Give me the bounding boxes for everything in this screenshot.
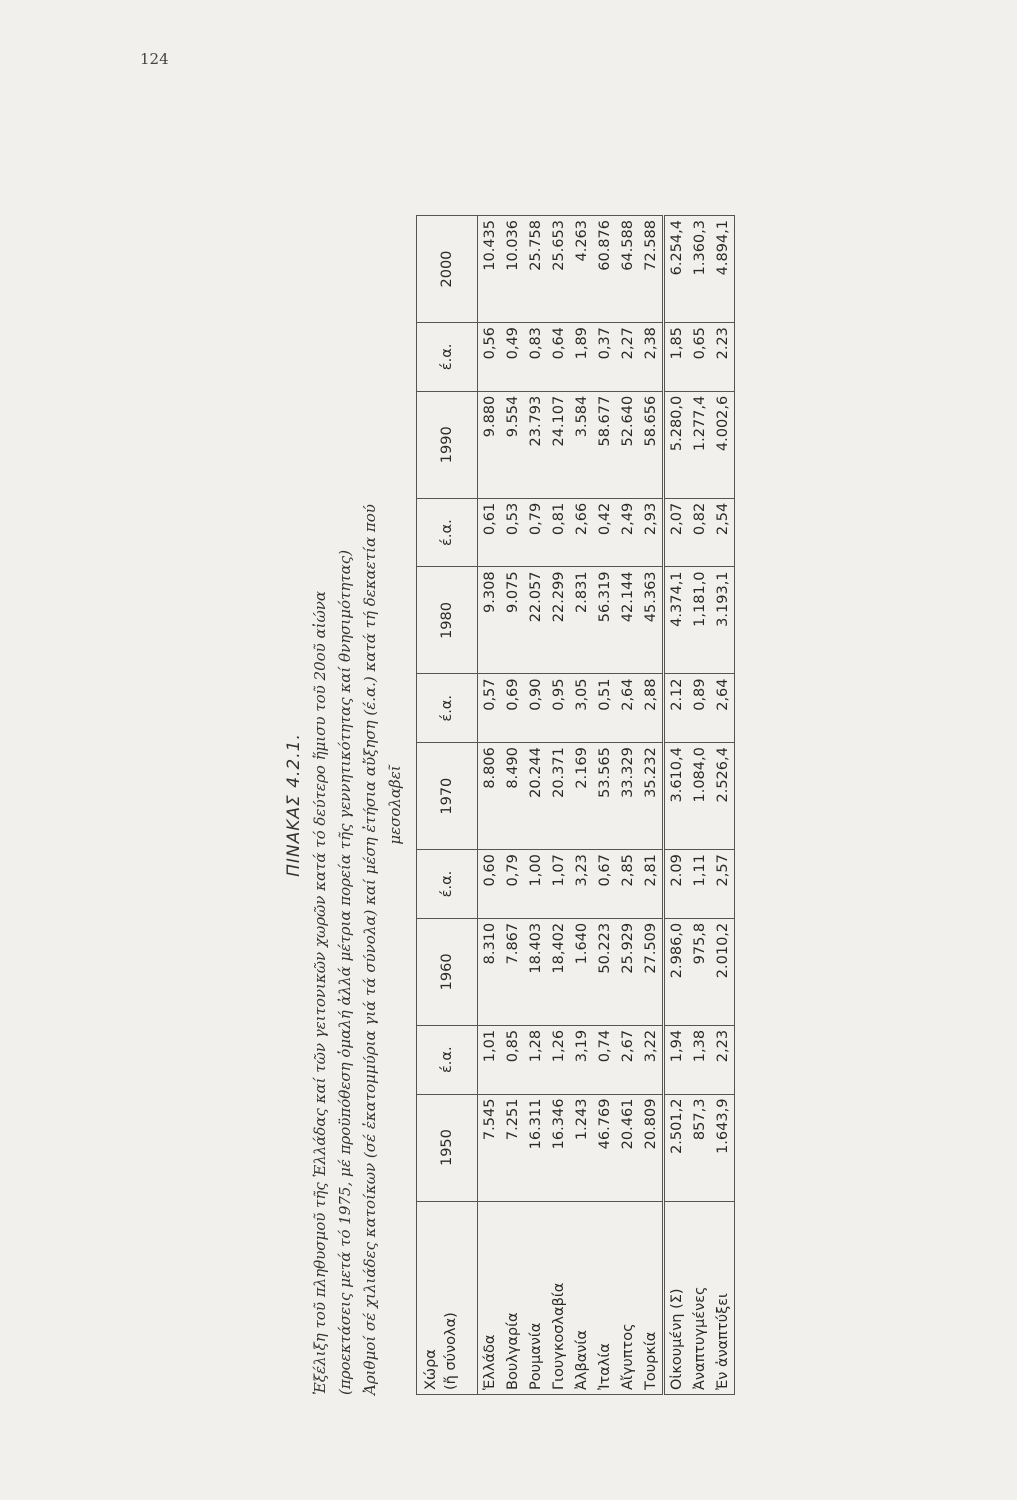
table-cell: 7.867 (501, 918, 524, 1025)
table-cell: 2,66 (570, 498, 593, 567)
table-cell: 33.329 (616, 743, 639, 850)
table-cell: 975,8 (688, 918, 711, 1025)
table-row (688, 216, 711, 1395)
col-header: έ.α. (417, 674, 478, 743)
table-cell: 1,85 (664, 323, 689, 392)
table-cell: 0,49 (501, 323, 524, 392)
table-cell: 0,64 (547, 323, 570, 392)
table-cell: 2.010,2 (711, 918, 735, 1025)
table-row (547, 216, 570, 1395)
table-cell: 18,402 (547, 918, 570, 1025)
table-cell: 2,64 (616, 674, 639, 743)
table-cell: 1,26 (547, 1025, 570, 1094)
table-cell: 2,27 (616, 323, 639, 392)
table-cell: 10.036 (501, 216, 524, 323)
table-cell: 0,56 (478, 323, 502, 392)
table-cell: 2,85 (616, 850, 639, 919)
table-row (593, 216, 616, 1395)
table-cell: 2,49 (616, 498, 639, 567)
table-cell: 3.610,4 (664, 743, 689, 850)
table-cell: 3,23 (570, 850, 593, 919)
table-cell: 9.554 (501, 391, 524, 498)
row-label: Γιουγκοσλαβία (547, 1201, 570, 1394)
table-cell: 0,85 (501, 1025, 524, 1094)
table-cell: 46.769 (593, 1094, 616, 1201)
table-cell: 2,64 (711, 674, 735, 743)
table-cell: 1,94 (664, 1025, 689, 1094)
table-cell: 2.831 (570, 567, 593, 674)
table-cell: 0,79 (524, 498, 547, 567)
row-label: Ἐν ἀναπτύξει (711, 1201, 735, 1394)
table-cell: 0,61 (478, 498, 502, 567)
table-cell: 2,57 (711, 850, 735, 919)
table-cell: 3,05 (570, 674, 593, 743)
table-cell: 0,60 (478, 850, 502, 919)
col-header: 1970 (417, 743, 478, 850)
table-cell: 5.280,0 (664, 391, 689, 498)
table-cell: 22.299 (547, 567, 570, 674)
page-number: 124 (140, 50, 169, 68)
table-cell: 0,67 (593, 850, 616, 919)
table-row (570, 216, 593, 1395)
table-cell: 16.311 (524, 1094, 547, 1201)
table-cell: 3,22 (639, 1025, 664, 1094)
col-header: έ.α. (417, 498, 478, 567)
table-row (524, 216, 547, 1395)
table-cell: 2,54 (711, 498, 735, 567)
table-cell: 1,38 (688, 1025, 711, 1094)
table-row (616, 216, 639, 1395)
col-header: 2000 (417, 216, 478, 323)
table-cell: 8.490 (501, 743, 524, 850)
table-cell: 857,3 (688, 1094, 711, 1201)
table-cell: 2,93 (639, 498, 664, 567)
table-cell: 1,11 (688, 850, 711, 919)
table-cell: 0,95 (547, 674, 570, 743)
table-cell: 24.107 (547, 391, 570, 498)
table-cell: 1.360,3 (688, 216, 711, 323)
table-cell: 16.346 (547, 1094, 570, 1201)
table-cell: 72.588 (639, 216, 664, 323)
table-cell: 2.986,0 (664, 918, 689, 1025)
table-cell: 3.584 (570, 391, 593, 498)
table-cell: 7.251 (501, 1094, 524, 1201)
table-cell: 4.002,6 (711, 391, 735, 498)
table-cell: 18.403 (524, 918, 547, 1025)
col-header: έ.α. (417, 850, 478, 919)
table-cell: 0,83 (524, 323, 547, 392)
population-table (416, 215, 735, 1395)
table-cell: 1,07 (547, 850, 570, 919)
caption-line-2: (προεκτάσεις μετά τό 1975, μέ προϋπόθεση ὁμαλή ἀλλά μέτρια πορεία τῆς γεννητικότητας καί θνησιμότητας) (336, 549, 354, 1395)
table-cell: 4.894,1 (711, 216, 735, 323)
table-cell: 45.363 (639, 567, 664, 674)
col-header: 1980 (417, 567, 478, 674)
table-cell: 0,89 (688, 674, 711, 743)
table-caption (284, 215, 408, 1395)
table-cell: 2.09 (664, 850, 689, 919)
table-cell: 1.277,4 (688, 391, 711, 498)
table-cell: 22.057 (524, 567, 547, 674)
table-cell: 1.640 (570, 918, 593, 1025)
table-cell: 3,19 (570, 1025, 593, 1094)
table-cell: 56.319 (593, 567, 616, 674)
table-cell: 0,37 (593, 323, 616, 392)
country-header-line2: (ἤ σύνολα) (443, 1312, 459, 1390)
table-cell: 20.461 (616, 1094, 639, 1201)
col-header: 1950 (417, 1094, 478, 1201)
table-cell: 27.509 (639, 918, 664, 1025)
row-label: Τουρκία (639, 1201, 664, 1394)
country-header-line1: Χώρα (423, 1349, 439, 1390)
table-cell: 20.809 (639, 1094, 664, 1201)
table-title: ΠΙΝΑΚΑΣ 4.2.1. (284, 733, 304, 877)
table-cell: 1,01 (478, 1025, 502, 1094)
table-cell: 0,65 (688, 323, 711, 392)
table-cell: 50.223 (593, 918, 616, 1025)
table-row (639, 216, 664, 1395)
table-cell: 6.254,4 (664, 216, 689, 323)
table-row (711, 216, 735, 1395)
table-body (478, 216, 735, 1395)
row-label: Ἀναπτυγμένες (688, 1201, 711, 1394)
table-cell: 0,42 (593, 498, 616, 567)
table-cell: 25.929 (616, 918, 639, 1025)
table-cell: 25.653 (547, 216, 570, 323)
col-header: 1990 (417, 391, 478, 498)
table-cell: 20.371 (547, 743, 570, 850)
table-cell: 0,81 (547, 498, 570, 567)
row-label: Βουλγαρία (501, 1201, 524, 1394)
table-cell: 2.501,2 (664, 1094, 689, 1201)
table-cell: 52.640 (616, 391, 639, 498)
table-cell: 2,23 (711, 1025, 735, 1094)
table-cell: 0,51 (593, 674, 616, 743)
table-cell: 2.12 (664, 674, 689, 743)
table-cell: 8.806 (478, 743, 502, 850)
table-cell: 9.075 (501, 567, 524, 674)
table-cell: 0,79 (501, 850, 524, 919)
col-header: έ.α. (417, 1025, 478, 1094)
table-cell: 4.263 (570, 216, 593, 323)
table-cell: 2,81 (639, 850, 664, 919)
table-cell: 10.435 (478, 216, 502, 323)
table-cell: 23.793 (524, 391, 547, 498)
row-label: Ἑλλάδα (478, 1201, 502, 1394)
table-cell: 0,69 (501, 674, 524, 743)
table-cell: 0,90 (524, 674, 547, 743)
table-cell: 2,67 (616, 1025, 639, 1094)
table-cell: 2,88 (639, 674, 664, 743)
table-cell: 64.588 (616, 216, 639, 323)
table-cell: 1,00 (524, 850, 547, 919)
table-cell: 2.169 (570, 743, 593, 850)
table-cell: 1.643,9 (711, 1094, 735, 1201)
caption-line-3: Ἀριθμοί σέ χιλιάδες κατοίκων (σέ ἑκατομμύρια γιά τά σύνολα) καί μέση ἐτήσια αὔξηση (έ.α.) κατά τή δεκαετία πού (361, 504, 379, 1395)
table-cell: 2,07 (664, 498, 689, 567)
table-cell: 20.244 (524, 743, 547, 850)
table-cell: 1,28 (524, 1025, 547, 1094)
col-header: 1960 (417, 918, 478, 1025)
table-cell: 25.758 (524, 216, 547, 323)
table-cell: 0,74 (593, 1025, 616, 1094)
caption-line-1: Ἐξέλιξη τοῦ πληθυσμοῦ τῆς Ἑλλάδας καί τῶν γειτονικῶν χωρῶν κατά τό δεύτερο ἥμισυ τοῦ 20οῦ αἰώνα (311, 590, 329, 1395)
table-cell: 60.876 (593, 216, 616, 323)
table-cell: 1.084,0 (688, 743, 711, 850)
table-cell: 58.656 (639, 391, 664, 498)
row-label: Ἰταλία (593, 1201, 616, 1394)
table-cell: 0,57 (478, 674, 502, 743)
table-cell: 7.545 (478, 1094, 502, 1201)
table-cell: 3.193,1 (711, 567, 735, 674)
row-label: Ρουμανία (524, 1201, 547, 1394)
table-cell: 2.526,4 (711, 743, 735, 850)
caption-line-4: μεσολαβεῖ (386, 765, 404, 845)
table-cell: 1,181,0 (688, 567, 711, 674)
header-row (417, 216, 478, 1395)
table-cell: 35.232 (639, 743, 664, 850)
table-cell: 9.880 (478, 391, 502, 498)
table-cell: 9.308 (478, 567, 502, 674)
table-cell: 42.144 (616, 567, 639, 674)
table-cell: 0,82 (688, 498, 711, 567)
row-label: Αἴγυπτος (616, 1201, 639, 1394)
table-cell: 58.677 (593, 391, 616, 498)
row-label: Οἰκουμένη (Σ) (664, 1201, 689, 1394)
table-cell: 1,89 (570, 323, 593, 392)
table-row (501, 216, 524, 1395)
table-cell: 0,53 (501, 498, 524, 567)
table-row (664, 216, 689, 1395)
col-header: έ.α. (417, 323, 478, 392)
row-label: Ἀλβανία (570, 1201, 593, 1394)
table-cell: 4.374,1 (664, 567, 689, 674)
table-cell: 1.243 (570, 1094, 593, 1201)
table-cell: 53.565 (593, 743, 616, 850)
rotated-table-block (284, 215, 784, 1395)
country-header (417, 1201, 478, 1394)
table-row (478, 216, 502, 1395)
table-cell: 8.310 (478, 918, 502, 1025)
table-cell: 2.23 (711, 323, 735, 392)
table-cell: 2,38 (639, 323, 664, 392)
